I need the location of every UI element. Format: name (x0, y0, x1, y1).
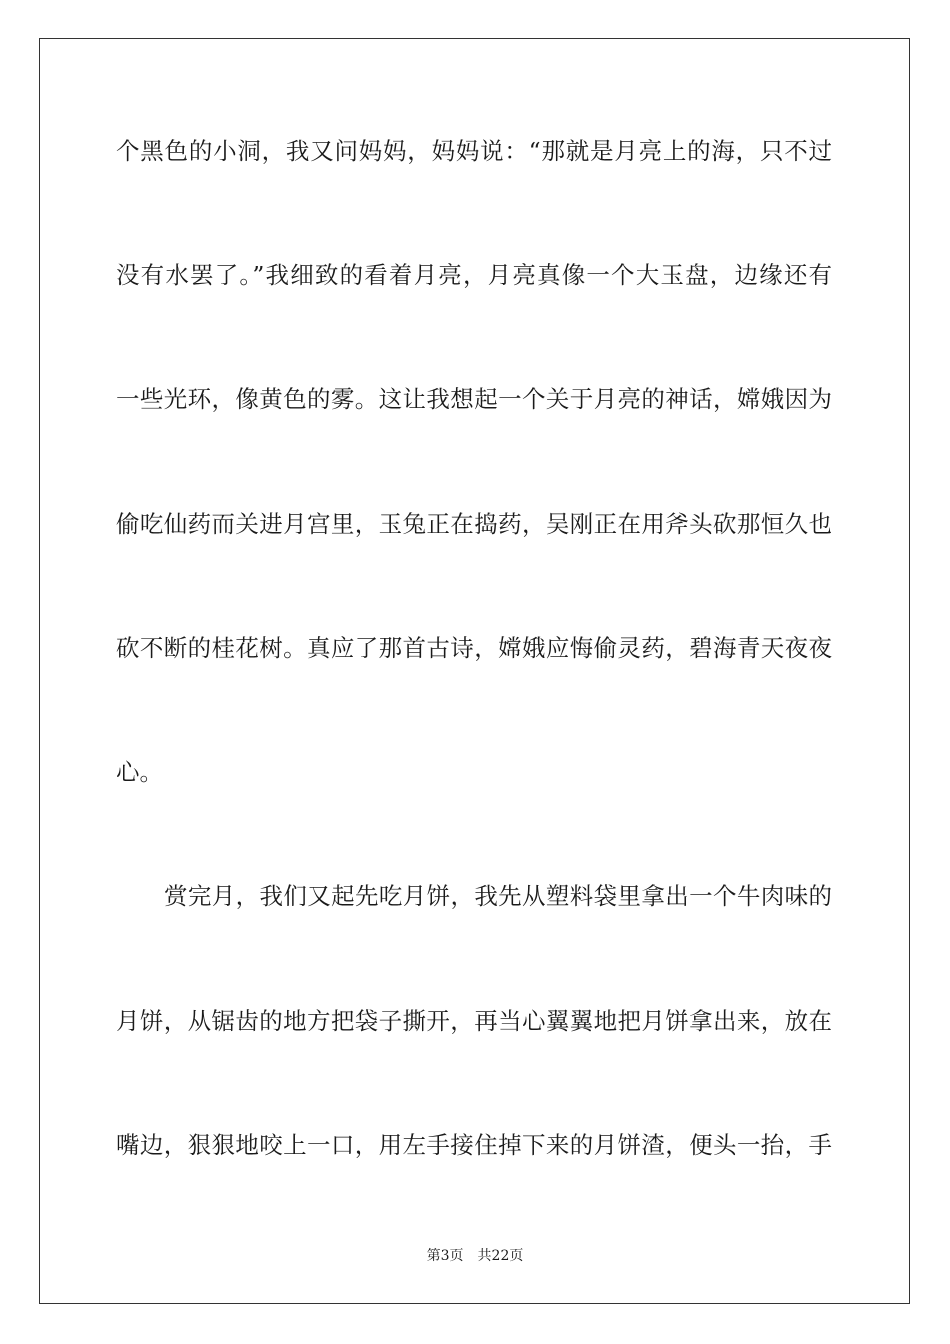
paragraph-first-line: 赏完月，我们又起先吃月饼，我先从塑料袋里拿出一个牛肉味的 (164, 882, 832, 910)
page-total: 共22页 (477, 1248, 524, 1264)
text-line: 一些光环，像黄色的雾。这让我想起一个关于月亮的神话，嫦娥因为 (116, 385, 832, 413)
text-line: 嘴边，狠狠地咬上一口，用左手接住掉下来的月饼渣，便头一抬，手 (116, 1131, 832, 1159)
text-line: 个黑色的小洞，我又问妈妈，妈妈说：“那就是月亮上的海，只不过 (116, 137, 832, 165)
text-line: 心。 (116, 758, 163, 786)
text-line: 偷吃仙药而关进月宫里，玉兔正在捣药，吴刚正在用斧头砍那恒久也 (116, 510, 832, 538)
text-line: 月饼，从锯齿的地方把袋子撕开，再当心翼翼地把月饼拿出来，放在 (116, 1007, 832, 1035)
page-footer (0, 1247, 950, 1265)
text-line: 砍不断的桂花树。真应了那首古诗，嫦娥应悔偷灵药，碧海青天夜夜 (116, 634, 832, 662)
page-border (39, 38, 910, 1304)
page-number: 第3页 (426, 1248, 464, 1264)
text-line: 没有水罢了。”我细致的看着月亮，月亮真像一个大玉盘，边缘还有 (116, 261, 832, 289)
